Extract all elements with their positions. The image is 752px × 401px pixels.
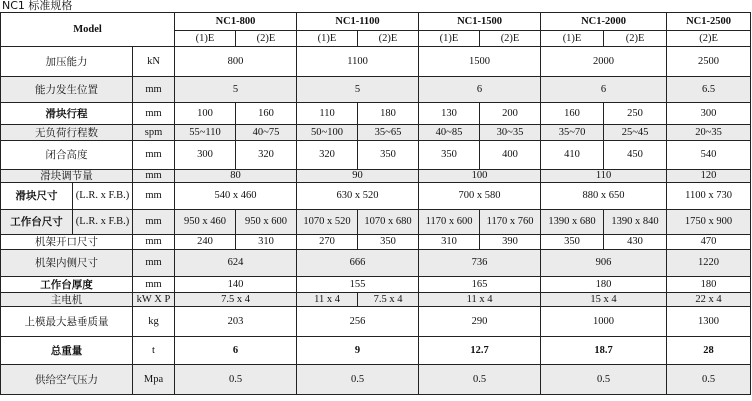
model-nc1-2500: NC1-2500 [667, 13, 751, 31]
value-cell: 160 [541, 103, 604, 125]
row-unit: mm [133, 250, 175, 277]
table-row [1, 125, 751, 141]
variant-cell: (1)E [419, 31, 480, 47]
row-unit: spm [133, 125, 175, 141]
row-label: 闭合高度 [1, 141, 133, 170]
value-cell: 203 [175, 307, 297, 337]
row-unit: t [133, 337, 175, 365]
row-unit: mm [133, 183, 175, 210]
value-cell: 155 [297, 277, 419, 293]
value-cell: 300 [667, 103, 751, 125]
row-unit: mm [133, 170, 175, 183]
table-row [1, 141, 751, 170]
row-label: 上模最大悬垂质量 [1, 307, 133, 337]
table-row [1, 103, 751, 125]
value-cell: 5 [297, 77, 419, 103]
value-cell: 270 [297, 235, 358, 250]
header-row-models [1, 13, 751, 31]
value-cell: 18.7 [541, 337, 667, 365]
value-cell: 0.5 [175, 365, 297, 395]
row-label: 滑块行程 [1, 103, 133, 125]
value-cell: 1070 x 680 [358, 210, 419, 235]
row-label: 加压能力 [1, 47, 133, 77]
value-cell: 1300 [667, 307, 751, 337]
table-row [1, 210, 751, 235]
model-nc1-1100: NC1-1100 [297, 13, 419, 31]
value-cell: 1170 x 600 [419, 210, 480, 235]
value-cell: 950 x 600 [236, 210, 297, 235]
value-cell: 55~110 [175, 125, 236, 141]
value-cell: 0.5 [541, 365, 667, 395]
value-cell: 22 x 4 [667, 293, 751, 307]
row-unit: mm [133, 235, 175, 250]
variant-cell: (2)E [604, 31, 667, 47]
value-cell: 0.5 [297, 365, 419, 395]
value-cell: 11 x 4 [419, 293, 541, 307]
value-cell: 310 [419, 235, 480, 250]
variant-cell: (2)E [236, 31, 297, 47]
value-cell: 240 [175, 235, 236, 250]
value-cell: 906 [541, 250, 667, 277]
value-cell: 165 [419, 277, 541, 293]
value-cell: 390 [480, 235, 541, 250]
value-cell: 50~100 [297, 125, 358, 141]
value-cell: 630 x 520 [297, 183, 419, 210]
value-cell: 1220 [667, 250, 751, 277]
value-cell: 30~35 [480, 125, 541, 141]
table-row [1, 250, 751, 277]
row-label: 机架内侧尺寸 [1, 250, 133, 277]
value-cell: 6 [175, 337, 297, 365]
value-cell: 80 [175, 170, 297, 183]
row-label: 工作台尺寸 [1, 210, 73, 235]
row-label: 机架开口尺寸 [1, 235, 133, 250]
model-nc1-800: NC1-800 [175, 13, 297, 31]
row-label: 工作台厚度 [1, 277, 133, 293]
value-cell: 320 [297, 141, 358, 170]
value-cell: 250 [604, 103, 667, 125]
value-cell: 700 x 580 [419, 183, 541, 210]
row-unit: mm [133, 210, 175, 235]
value-cell: 1070 x 520 [297, 210, 358, 235]
value-cell: 540 [667, 141, 751, 170]
row-unit: mm [133, 277, 175, 293]
value-cell: 350 [358, 141, 419, 170]
value-cell: 5 [175, 77, 297, 103]
value-cell: 6.5 [667, 77, 751, 103]
value-cell: 950 x 460 [175, 210, 236, 235]
value-cell: 7.5 x 4 [358, 293, 419, 307]
value-cell: 2000 [541, 47, 667, 77]
value-cell: 110 [541, 170, 667, 183]
value-cell: 110 [297, 103, 358, 125]
variant-cell: (2)E [667, 31, 751, 47]
row-label: 供给空气压力 [1, 365, 133, 395]
row-unit: mm [133, 77, 175, 103]
value-cell: 320 [236, 141, 297, 170]
value-cell: 35~65 [358, 125, 419, 141]
value-cell: 180 [358, 103, 419, 125]
spec-table [0, 12, 751, 395]
row-label: 滑块尺寸 [1, 183, 73, 210]
value-cell: 300 [175, 141, 236, 170]
value-cell: 1500 [419, 47, 541, 77]
value-cell: 180 [541, 277, 667, 293]
table-row [1, 47, 751, 77]
value-cell: 100 [175, 103, 236, 125]
value-cell: 800 [175, 47, 297, 77]
value-cell: 7.5 x 4 [175, 293, 297, 307]
table-row [1, 183, 751, 210]
value-cell: 350 [541, 235, 604, 250]
value-cell: 1390 x 840 [604, 210, 667, 235]
value-cell: 450 [604, 141, 667, 170]
value-cell: 1100 x 730 [667, 183, 751, 210]
value-cell: 0.5 [419, 365, 541, 395]
value-cell: 25~45 [604, 125, 667, 141]
value-cell: 11 x 4 [297, 293, 358, 307]
table-row [1, 365, 751, 395]
value-cell: 160 [236, 103, 297, 125]
value-cell: 256 [297, 307, 419, 337]
value-cell: 310 [236, 235, 297, 250]
value-cell: 2500 [667, 47, 751, 77]
value-cell: 880 x 650 [541, 183, 667, 210]
value-cell: 736 [419, 250, 541, 277]
table-row [1, 277, 751, 293]
row-unit: mm [133, 103, 175, 125]
table-title: NC1 标准规格 [2, 0, 73, 12]
value-cell: 140 [175, 277, 297, 293]
value-cell: 130 [419, 103, 480, 125]
value-cell: 410 [541, 141, 604, 170]
value-cell: 100 [419, 170, 541, 183]
row-unit: mm [133, 141, 175, 170]
value-cell: 40~85 [419, 125, 480, 141]
variant-cell: (2)E [358, 31, 419, 47]
model-header: Model [1, 13, 175, 47]
value-cell: 0.5 [667, 365, 751, 395]
value-cell: 120 [667, 170, 751, 183]
value-cell: 1750 x 900 [667, 210, 751, 235]
table-row [1, 170, 751, 183]
table-row [1, 337, 751, 365]
value-cell: 90 [297, 170, 419, 183]
variant-cell: (1)E [297, 31, 358, 47]
variant-cell: (1)E [175, 31, 236, 47]
table-row [1, 77, 751, 103]
value-cell: 40~75 [236, 125, 297, 141]
value-cell: 1000 [541, 307, 667, 337]
value-cell: 350 [358, 235, 419, 250]
value-cell: 540 x 460 [175, 183, 297, 210]
value-cell: 1390 x 680 [541, 210, 604, 235]
table-row [1, 235, 751, 250]
value-cell: 1170 x 760 [480, 210, 541, 235]
value-cell: 200 [480, 103, 541, 125]
row-label: 能力发生位置 [1, 77, 133, 103]
value-cell: 12.7 [419, 337, 541, 365]
row-unit: kg [133, 307, 175, 337]
row-unit: kN [133, 47, 175, 77]
table-row [1, 293, 751, 307]
variant-cell: (2)E [480, 31, 541, 47]
variant-cell: (1)E [541, 31, 604, 47]
value-cell: 350 [419, 141, 480, 170]
value-cell: 6 [419, 77, 541, 103]
value-cell: 28 [667, 337, 751, 365]
value-cell: 180 [667, 277, 751, 293]
value-cell: 9 [297, 337, 419, 365]
row-sublabel: (L.R. x F.B.) [73, 210, 133, 235]
value-cell: 400 [480, 141, 541, 170]
table-row [1, 307, 751, 337]
value-cell: 6 [541, 77, 667, 103]
value-cell: 666 [297, 250, 419, 277]
model-nc1-2000: NC1-2000 [541, 13, 667, 31]
value-cell: 290 [419, 307, 541, 337]
model-nc1-1500: NC1-1500 [419, 13, 541, 31]
value-cell: 624 [175, 250, 297, 277]
row-sublabel: (L.R. x F.B.) [73, 183, 133, 210]
value-cell: 20~35 [667, 125, 751, 141]
value-cell: 470 [667, 235, 751, 250]
value-cell: 1100 [297, 47, 419, 77]
row-label: 主电机 [1, 293, 133, 307]
row-label: 滑块调节量 [1, 170, 133, 183]
row-label: 总重量 [1, 337, 133, 365]
value-cell: 430 [604, 235, 667, 250]
row-label: 无负荷行程数 [1, 125, 133, 141]
row-unit: kW X P [133, 293, 175, 307]
value-cell: 35~70 [541, 125, 604, 141]
row-unit: Mpa [133, 365, 175, 395]
value-cell: 15 x 4 [541, 293, 667, 307]
